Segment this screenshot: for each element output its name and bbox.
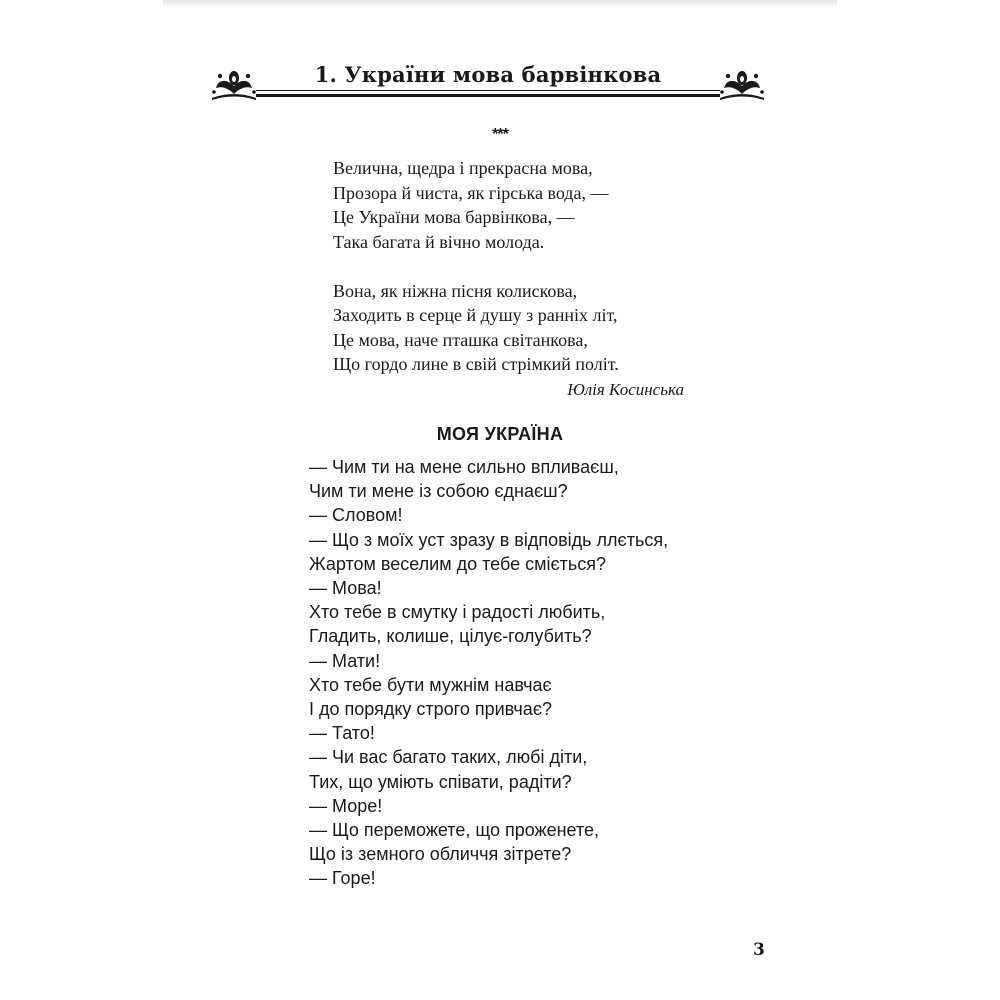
poem-line: — Чи вас багато таких, любі діти, (309, 747, 588, 768)
poem-line: — Горе! (309, 868, 376, 889)
poem-line: — Тато! (309, 723, 375, 744)
page-number: 3 (753, 940, 765, 960)
header-rule-thick (256, 94, 720, 97)
stanza (333, 156, 619, 254)
poem-line: Жартом веселим до тебе сміється? (309, 553, 607, 574)
poem-line: І до порядку строго привчає? (309, 699, 553, 720)
poem-2-title: МОЯ УКРАЇНА (436, 424, 564, 444)
poem-line: Це мова, наче пташка світанкова, (333, 329, 588, 350)
poem-line: Це України мова барвінкова, — (333, 207, 575, 227)
stanza (333, 279, 619, 377)
poem-1 (333, 156, 619, 377)
poem-line: Заходить в серце й душу з ранніх літ, (333, 305, 618, 325)
poem-author: Юлія Косинська (567, 380, 684, 399)
poem-line: — Мова! (309, 578, 382, 599)
chapter-title: 1. України мова барвінкова (314, 62, 662, 87)
poem-line: Що із земного обличчя зітрете? (309, 844, 572, 865)
poem-separator: *** (492, 126, 508, 143)
poem-line: — Що з моїх уст зразу в відповідь ллється, (309, 529, 669, 550)
poem-line: — Що переможете, що проженете, (309, 820, 600, 841)
poem-line: — Чим ти на мене сильно впливаєш, (309, 457, 619, 477)
chapter-header (208, 60, 768, 106)
poem-line: Хто тебе бути мужнім навчає (309, 674, 552, 695)
header-rule-thin (256, 90, 720, 91)
poem-line: — Мати! (309, 650, 381, 671)
poem-line: Хто тебе в смутку і радості любить, (309, 602, 606, 623)
poem-line: — Словом! (309, 505, 403, 526)
poem-2 (309, 455, 668, 891)
poem-line: Гладить, колише, цілує-голубить? (309, 626, 592, 647)
poem-line: Що гордо лине в свій стрімкий політ. (333, 354, 619, 374)
poem-line: Тих, що уміють співати, радіти? (309, 771, 572, 792)
poem-line: Чим ти мене із собою єднаєш? (309, 481, 568, 502)
page-top-edge (163, 0, 837, 8)
poem-line: Така багата й вічно молода. (333, 231, 545, 252)
poem-line: Вона, як ніжна пісня колискова, (333, 280, 578, 301)
poem-line: Прозора й чиста, як гірська вода, — (333, 182, 609, 203)
poem-line: — Море! (309, 795, 383, 816)
poem-line: Велична, щедра і прекрасна мова, (333, 158, 593, 178)
